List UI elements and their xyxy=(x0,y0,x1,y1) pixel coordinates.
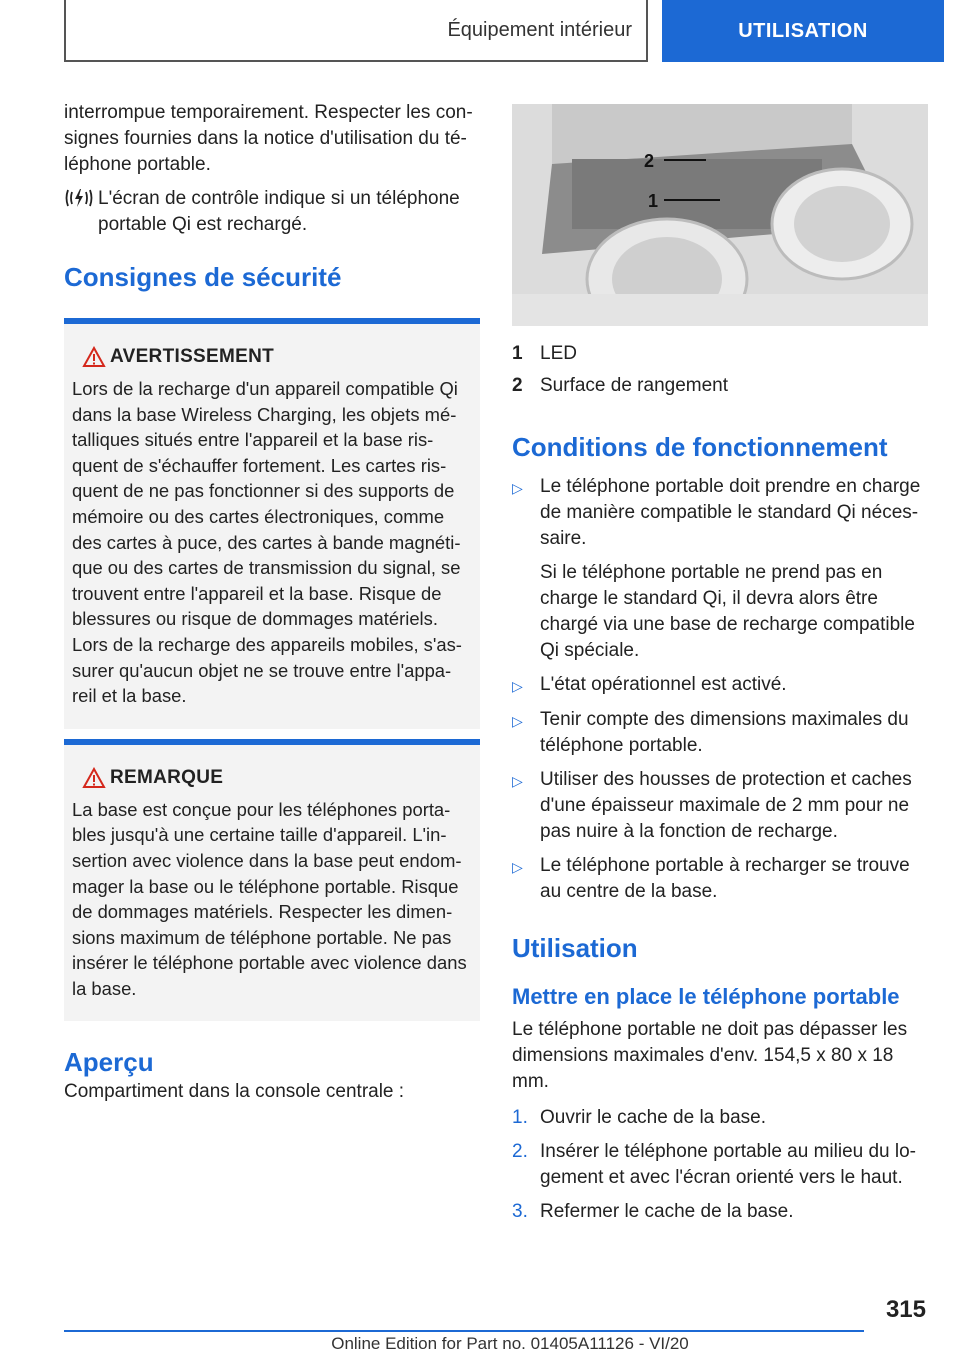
wireless-charging-icon xyxy=(64,186,98,212)
section-title: Équipement intérieur xyxy=(447,18,632,41)
place-phone-heading: Mettre en place le téléphone portable xyxy=(512,984,900,1009)
warning-text: Lors de la recharge d'un appareil compatible Qi dans la base Wireless Charging, les objets mé- talliques situés entre l'appareil et la base ris- quent de s'échauffer fortement. Les cartes ris- quent de ne pas fonctionner si des supports de mémoire ou des cartes électroniques, comme des cartes à puce, des cartes à bande magnéti- que ou des cartes de transmission du signal, se trouvent entre l'appareil et la base. Risque de blessures ou risque de dommages matériels. Lors de la recharge des appareils mobiles, s'as- surer qu'aucun objet ne se trouve entre l'appa- reil et la base. xyxy=(72,378,462,707)
bullet-triangle-icon: ▷ xyxy=(512,773,523,789)
safety-heading: Consignes de sécurité xyxy=(64,262,342,292)
bullet-triangle-icon: ▷ xyxy=(512,859,523,875)
warning-title: AVERTISSEMENT xyxy=(110,346,275,367)
conditions-list xyxy=(512,474,928,905)
list-item: ▷ Le téléphone portable à recharger se trouve au centre de la base. xyxy=(512,853,928,905)
step-item: 2. Insérer le téléphone portable au milieu du lo- gement et avec l'écran orienté vers le haut. xyxy=(512,1141,917,1188)
warning-box xyxy=(64,318,480,729)
usage-heading: Utilisation xyxy=(512,933,638,963)
bullet-triangle-icon: ▷ xyxy=(512,480,523,496)
steps-list xyxy=(512,1105,928,1225)
list-item: ▷ Utiliser des housses de protection et caches d'une épaisseur maximale de 2 mm pour ne pas nuire à la fonction de recharge. xyxy=(512,767,928,845)
list-item: ▷ Le téléphone portable doit prendre en charge de manière compatible le standard Qi néces- saire. Si le téléphone portable ne prend pas en charge le standard Qi, il devra alors être chargé via une base de recharge compatible Qi spéciale. xyxy=(512,474,928,664)
section-title-tab xyxy=(64,0,648,62)
place-phone-text: Le téléphone portable ne doit pas dépasser les dimensions maximales d'env. 154,5 x 80 x 18 mm. xyxy=(512,1019,908,1092)
notice-text: La base est conçue pour les téléphones porta- bles jusqu'à une certaine taille d'appareil. L'in- sertion avec violence dans la base peut endom- mager la base ou le téléphone portable. Risque de dommages matériels. Respecter les dimen- sions maximum de téléphone portable. Ne pas insérer le téléphone portable avec violence dans la base. xyxy=(72,798,467,999)
charge-indicator-line xyxy=(64,186,480,238)
footer-edition: Online Edition for Part no. 01405A11126 - VI/20 xyxy=(331,1334,689,1353)
chapter-tab[interactable] xyxy=(662,0,944,62)
photo-legend xyxy=(512,338,928,402)
console-compartment-photo xyxy=(512,104,928,326)
callout-1: 1 xyxy=(648,191,659,211)
bullet-triangle-icon: ▷ xyxy=(512,678,523,694)
list-item: ▷ Tenir compte des dimensions maximales du téléphone portable. xyxy=(512,707,928,759)
bullet-triangle-icon: ▷ xyxy=(512,713,523,729)
notice-triangle-icon xyxy=(72,765,110,791)
chapter-title: UTILISATION xyxy=(738,19,868,42)
page-number: 315 xyxy=(885,1296,926,1323)
overview-heading: Aperçu xyxy=(64,1047,154,1078)
warning-triangle-icon xyxy=(72,344,110,370)
callout-2: 2 xyxy=(644,151,655,171)
left-column xyxy=(64,100,480,1105)
overview-text: Compartiment dans la console centrale : xyxy=(64,1081,405,1103)
footer-divider xyxy=(64,1330,864,1332)
notice-title: REMARQUE xyxy=(110,766,224,788)
list-item: ▷ L'état opérationnel est activé. xyxy=(512,672,928,699)
intro-paragraph: interrompue temporairement. Respecter les con- signes fournies dans la notice d'utilisation du té- léphone portable. xyxy=(64,102,473,175)
right-column xyxy=(512,104,928,1233)
conditions-heading: Conditions de fonctionnement xyxy=(512,432,888,462)
notice-box xyxy=(64,739,480,1022)
legend-item: 2 Surface de rangement xyxy=(512,375,729,396)
charge-indicator-text: L'écran de contrôle indique si un téléphone portable Qi est rechargé. xyxy=(98,188,460,235)
step-item: 3. Refermer le cache de la base. xyxy=(512,1201,794,1222)
legend-item: 1 LED xyxy=(512,343,577,364)
step-item: 1. Ouvrir le cache de la base. xyxy=(512,1107,767,1128)
